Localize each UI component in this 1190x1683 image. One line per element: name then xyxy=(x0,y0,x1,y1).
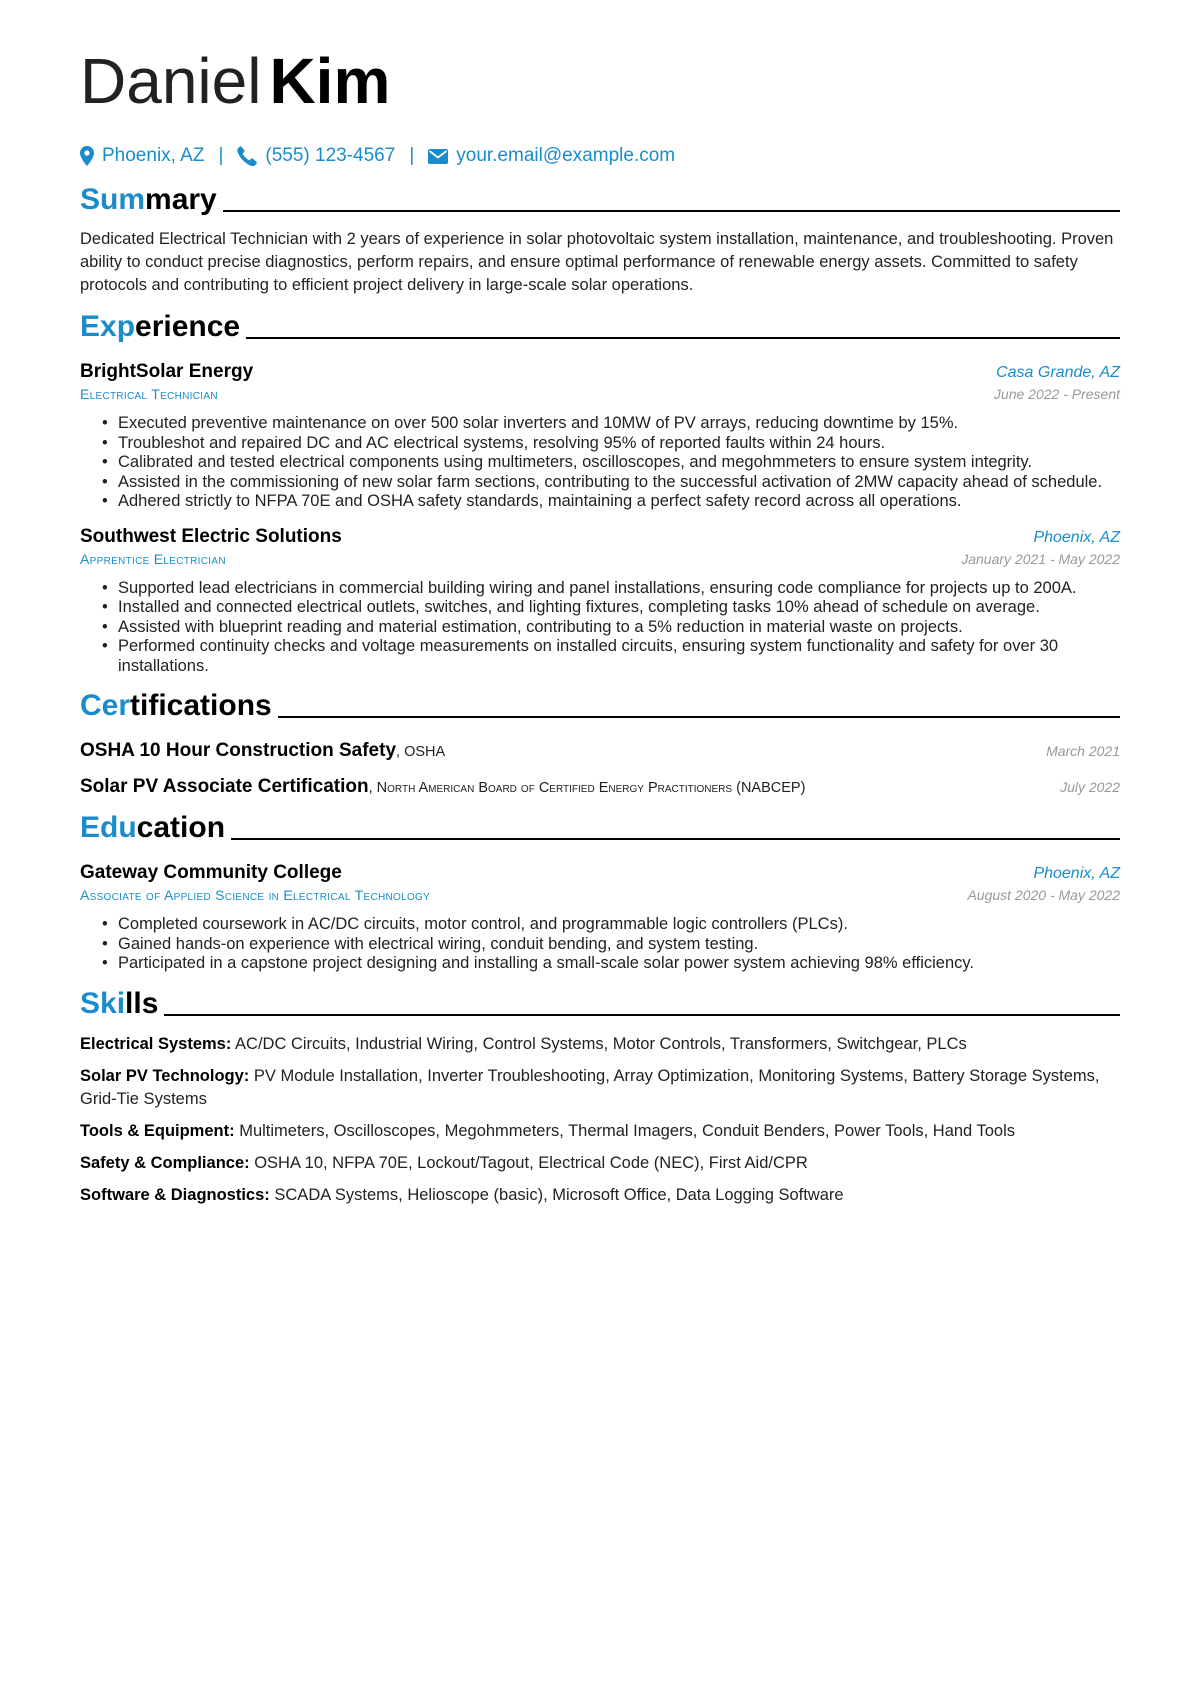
section-rule xyxy=(223,210,1120,212)
section-rule xyxy=(278,716,1120,718)
certification-title xyxy=(80,740,445,762)
phone-text: (555) 123-4567 xyxy=(265,145,396,166)
certifications-heading xyxy=(80,686,1120,726)
section-title-accent: Edu xyxy=(80,811,137,844)
section-title-accent: Cer xyxy=(80,689,131,722)
certification-item xyxy=(80,776,1120,798)
list-item: • Assisted with blueprint reading and material estimation, contributing to a 5% reduction in material waste on projects. xyxy=(80,618,1120,638)
list-item: • Calibrated and tested electrical components using multimeters, oscilloscopes, and megohmmeters to ensure system integrity. xyxy=(80,453,1120,473)
list-item: • Installed and connected electrical outlets, switches, and lighting fixtures, completing tasks 10% ahead of schedule on average. xyxy=(80,598,1120,618)
list-item: • Adhered strictly to NFPA 70E and OSHA safety standards, maintaining a perfect safety record across all operations. xyxy=(80,492,1120,512)
certification-issuer: , North American Board of Certified Energy Practitioners (NABCEP) xyxy=(368,780,806,796)
section-title-rest: mary xyxy=(145,183,217,216)
skill-label: Electrical Systems: xyxy=(80,1034,232,1053)
job-entry xyxy=(80,526,1120,677)
contact-phone[interactable] xyxy=(237,145,395,167)
job-header xyxy=(80,526,1120,548)
section-title-accent: Exp xyxy=(80,310,136,343)
job-entry xyxy=(80,361,1120,512)
list-item: • Assisted in the commissioning of new solar farm sections, contributing to the successful activation of 2MW capacity ahead of schedule. xyxy=(80,473,1120,493)
skill-label: Tools & Equipment: xyxy=(80,1121,235,1140)
job-dates: June 2022 - Present xyxy=(993,386,1120,402)
section-title-rest: lls xyxy=(125,986,159,1020)
section-title-rest: cation xyxy=(136,811,226,844)
list-item: • Gained hands-on experience with electrical wiring, conduit bending, and system testing. xyxy=(80,935,1120,955)
first-name: Daniel xyxy=(80,45,262,117)
section-rule xyxy=(231,838,1120,840)
job-subheader xyxy=(80,386,1120,402)
company-name: Southwest Electric Solutions xyxy=(80,525,342,547)
skills-heading xyxy=(80,984,1120,1024)
skill-value: Multimeters, Oscilloscopes, Megohmmeters, Thermal Imagers, Conduit Benders, Power Tools, Hand Tools xyxy=(239,1121,1016,1140)
education-bullets xyxy=(80,915,1120,974)
section-title xyxy=(80,808,225,848)
skill-row xyxy=(80,1120,1120,1143)
contact-separator: | xyxy=(218,145,224,166)
skill-value: AC/DC Circuits, Industrial Wiring, Control Systems, Motor Controls, Transformers, Switchgear, PLCs xyxy=(235,1034,967,1053)
section-title xyxy=(80,307,240,347)
job-bullets xyxy=(80,414,1120,512)
job-location: Casa Grande, AZ xyxy=(996,364,1120,381)
list-item: • Executed preventive maintenance on over 500 solar inverters and 10MW of PV arrays, reducing downtime by 15%. xyxy=(80,414,1120,434)
summary-text: Dedicated Electrical Technician with 2 years of experience in solar photovoltaic system installation, maintenance, and troubleshooting. Proven ability to conduct precise diagnostics, perform repairs, and ensure optimal performance of renewable energy assets. Committed to safety protocols and contributing to efficient project delivery in large-scale solar operations. xyxy=(80,230,1114,294)
degree-name: Associate of Applied Science in Electrical Technology xyxy=(80,887,431,903)
candidate-name xyxy=(80,40,1120,122)
list-item: • Troubleshot and repaired DC and AC electrical systems, resolving 95% of reported faults within 24 hours. xyxy=(80,434,1120,454)
list-item: • Completed coursework in AC/DC circuits, motor control, and programmable logic controllers (PLCs). xyxy=(80,915,1120,935)
section-title xyxy=(80,180,217,220)
skill-label: Safety & Compliance: xyxy=(80,1153,250,1172)
email-text: your.email@example.com xyxy=(456,145,676,166)
section-rule xyxy=(164,1014,1120,1016)
map-marker-icon xyxy=(80,146,94,166)
certification-title xyxy=(80,776,805,798)
skill-label: Software & Diagnostics: xyxy=(80,1185,270,1204)
experience-heading xyxy=(80,307,1120,347)
certification-date: July 2022 xyxy=(1060,779,1120,795)
education-dates: August 2020 - May 2022 xyxy=(967,887,1120,903)
section-title-accent: Ski xyxy=(80,986,126,1020)
certification-item xyxy=(80,740,1120,762)
list-item: • Participated in a capstone project designing and installing a small-scale solar power system achieving 98% efficiency. xyxy=(80,954,1120,974)
section-title xyxy=(80,984,158,1024)
location-text: Phoenix, AZ xyxy=(102,145,205,166)
list-item: • Performed continuity checks and voltage measurements on installed circuits, ensuring system functionality and safety for over 30 installations. xyxy=(80,637,1120,676)
section-title xyxy=(80,686,272,726)
envelope-icon xyxy=(428,149,448,164)
education-subheader xyxy=(80,887,1120,903)
last-name: Kim xyxy=(269,45,391,117)
contact-separator: | xyxy=(409,145,415,166)
skill-value: PV Module Installation, Inverter Troubleshooting, Array Optimization, Monitoring Systems, Battery Storage Systems, Grid-Tie Systems xyxy=(80,1066,1100,1108)
certification-name: OSHA 10 Hour Construction Safety xyxy=(80,740,397,761)
skill-row xyxy=(80,1152,1120,1175)
skill-value: SCADA Systems, Helioscope (basic), Microsoft Office, Data Logging Software xyxy=(274,1185,844,1204)
skill-row xyxy=(80,1065,1120,1111)
certification-date: March 2021 xyxy=(1046,743,1120,759)
job-location: Phoenix, AZ xyxy=(1033,528,1120,546)
summary-heading xyxy=(80,180,1120,220)
skill-label: Solar PV Technology: xyxy=(80,1066,250,1085)
company-name: BrightSolar Energy xyxy=(80,361,254,382)
education-heading xyxy=(80,808,1120,848)
education-entry xyxy=(80,862,1120,974)
skill-row xyxy=(80,1033,1120,1056)
education-header xyxy=(80,862,1120,884)
contact-bar xyxy=(80,142,1120,170)
job-header xyxy=(80,361,1120,383)
list-item: • Supported lead electricians in commercial building wiring and panel installations, ensuring code compliance for projects up to 200A. xyxy=(80,579,1120,599)
section-title-rest: erience xyxy=(135,310,241,343)
job-role: Electrical Technician xyxy=(80,386,218,402)
resume-content xyxy=(80,40,1120,1207)
section-rule xyxy=(246,337,1120,339)
skill-row xyxy=(80,1184,1120,1207)
job-dates: January 2021 - May 2022 xyxy=(961,550,1120,567)
certification-issuer: , OSHA xyxy=(396,744,446,760)
certification-name: Solar PV Associate Certification xyxy=(80,776,369,797)
school-name: Gateway Community College xyxy=(80,862,342,883)
job-bullets xyxy=(80,579,1120,677)
contact-email[interactable] xyxy=(428,145,675,167)
section-title-accent: Sum xyxy=(80,183,146,216)
section-title-rest: tifications xyxy=(130,689,272,722)
contact-location xyxy=(80,145,204,167)
phone-icon xyxy=(237,146,257,166)
job-role: Apprentice Electrician xyxy=(80,550,226,567)
skill-value: OSHA 10, NFPA 70E, Lockout/Tagout, Electrical Code (NEC), First Aid/CPR xyxy=(254,1153,808,1172)
school-location: Phoenix, AZ xyxy=(1033,865,1120,882)
job-subheader xyxy=(80,551,1120,567)
